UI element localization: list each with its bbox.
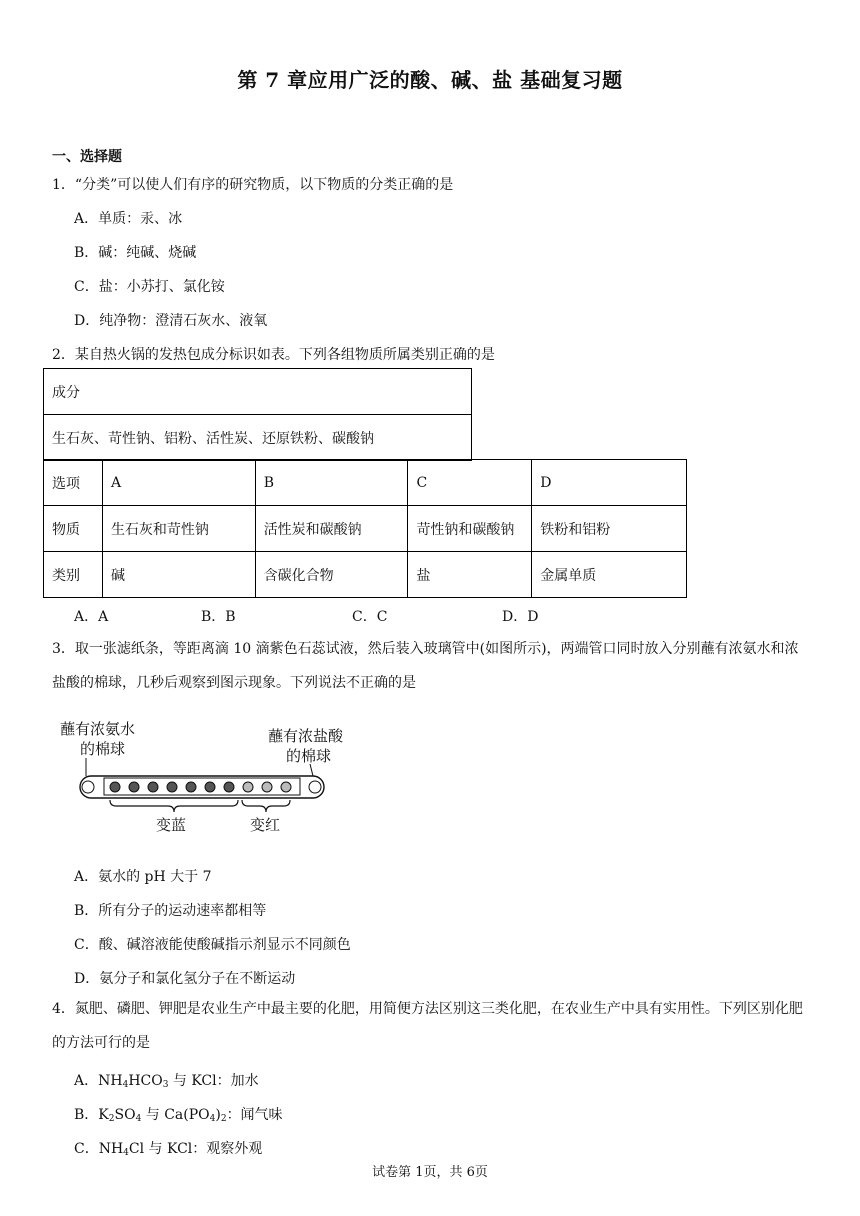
right-label-line2: 的棉球 [286,747,332,765]
question-3-option-d: D．氨分子和氯化氢分子在不断运动 [74,971,296,987]
question-4-stem: 4．氮肥、磷肥、钾肥是农业生产中最主要的化肥，用简便方法区别这三类化肥，在农业生产中具有实用性。下列区别化肥的方法可行的是 [52,1001,803,1051]
question-4-option-c: C．$NH_4Cl$ 与 KCl：观察外观 [74,1141,263,1158]
table-cell: 金属单质 [532,552,687,598]
ingredients-content: 生石灰、苛性钠、铝粉、活性炭、还原铁粉、碳酸钠 [44,415,472,461]
question-2-option-a: A．A [74,609,109,625]
table-row [44,460,687,506]
table-cell: 盐 [408,552,532,598]
category-table [43,459,687,598]
left-label-line2: 的棉球 [80,740,126,758]
table-cell: B [255,460,408,506]
question-3-stem: 3．取一张滤纸条，等距离滴 10 滴紫色石蕊试液，然后装入玻璃管中(如图所示)，两端管口同时放入分别蘸有浓氨水和浓盐酸的棉球，几秒后观察到图示现象。下列说法不正确的是 [52,641,799,691]
question-1-stem: 1．“分类”可以使人们有序的研究物质，以下物质的分类正确的是 [52,177,454,193]
red-label: 变红 [250,816,281,834]
table-cell: 活性炭和碳酸钠 [255,506,408,552]
question-2-option-b: B．B [201,609,236,625]
blue-label: 变蓝 [156,816,187,834]
table-cell: 选项 [44,460,103,506]
blue-dot [205,782,215,792]
red-brace [242,800,290,812]
right-label-line1: 蘸有浓盐酸 [268,727,344,745]
table-row [44,506,687,552]
blue-dot [167,782,177,792]
blue-dot [110,782,120,792]
table-cell: 含碳化合物 [255,552,408,598]
right-cotton-ball [309,781,321,793]
table-cell: D [532,460,687,506]
table-cell: 生石灰和苛性钠 [102,506,255,552]
blue-brace [110,800,238,812]
left-cotton-ball [82,781,94,793]
table-cell: C [408,460,532,506]
red-dot [243,782,253,792]
question-3-option-c: C．酸、碱溶液能使酸碱指示剂显示不同颜色 [74,937,351,953]
table-cell: 类别 [44,552,103,598]
question-1-option-c: C．盐：小苏打、氯化铵 [74,279,225,295]
question-2-option-c: C．C [352,609,388,625]
blue-dot [186,782,196,792]
table-cell: 铁粉和铝粉 [532,506,687,552]
question-1-option-d: D．纯净物：澄清石灰水、液氧 [74,313,268,329]
page-title: 第 7 章应用广泛的酸、碱、盐 基础复习题 [237,68,623,92]
litmus-tube-figure [58,718,358,838]
question-3-option-a: A．氨水的 pH 大于 7 [74,869,212,885]
section-heading: 一、选择题 [52,149,122,165]
question-4-option-b: B．$K_2SO_4$ 与 $Ca(PO_4)_2$：闻气味 [74,1107,283,1124]
table-cell: 苛性钠和碳酸钠 [408,506,532,552]
ingredients-header: 成分 [44,369,472,415]
table-cell: 碱 [102,552,255,598]
table-row [44,552,687,598]
blue-dot [148,782,158,792]
red-dot [281,782,291,792]
blue-dot [129,782,139,792]
blue-dot [224,782,234,792]
ingredients-table [43,368,472,461]
table-cell: A [102,460,255,506]
page-footer: 试卷第 1页，共 6页 [372,1165,488,1180]
question-1-option-b: B．碱：纯碱、烧碱 [74,245,197,261]
question-2-stem: 2．某自热火锅的发热包成分标识如表。下列各组物质所属类别正确的是 [52,347,495,363]
question-2-option-d: D．D [502,609,539,625]
right-pointer-line [310,764,313,776]
left-label-line1: 蘸有浓氨水 [60,720,136,738]
table-cell: 物质 [44,506,103,552]
question-1-option-a: A．单质：汞、冰 [74,211,183,227]
red-dot [262,782,272,792]
question-3-option-b: B．所有分子的运动速率都相等 [74,903,267,919]
question-4-option-a: A．$NH_4HCO_3$ 与 KCl：加水 [74,1073,259,1090]
